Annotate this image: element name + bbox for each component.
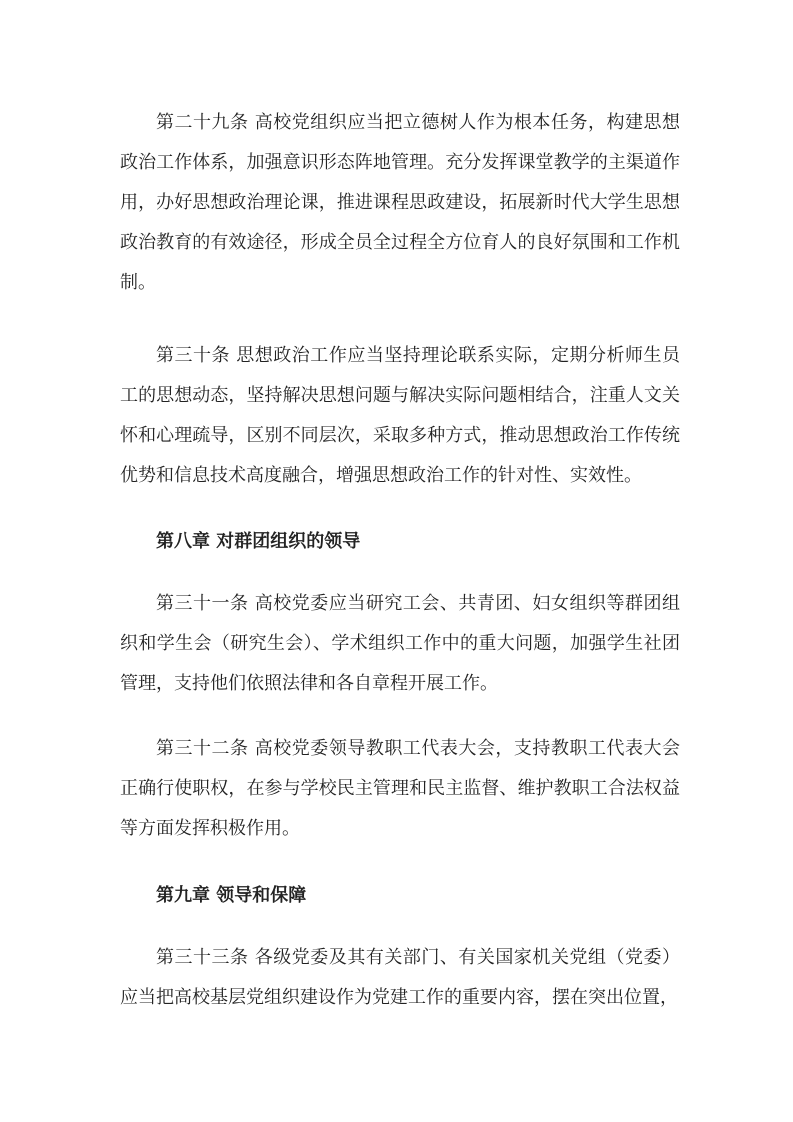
article-32-paragraph: 第三十二条 高校党委领导教职工代表大会，支持教职工代表大会正确行使职权，在参与学校民主管理和民主监督、维护教职工合法权益等方面发挥积极作用。 xyxy=(120,738,680,839)
article-29-paragraph: 第二十九条 高校党组织应当把立德树人作为根本任务，构建思想政治工作体系，加强意识形态阵地管理。充分发挥课堂教学的主渠道作用，办好思想政治理论课，推进课程思政建设，拓展新时代大学生思想政治教育的有效途径，形成全员全过程全方位育人的良好氛围和工作机制。 xyxy=(120,112,680,293)
chapter-8-heading: 第八章 对群团组织的领导 xyxy=(156,531,361,552)
article-31-paragraph: 第三十一条 高校党委应当研究工会、共青团、妇女组织等群团组织和学生会（研究生会）、学术组织工作中的重大问题，加强学生社团管理，支持他们依照法律和各自章程开展工作。 xyxy=(120,593,680,694)
chapter-9-heading: 第九章 领导和保障 xyxy=(156,885,307,906)
article-30-paragraph: 第三十条 思想政治工作应当坚持理论联系实际，定期分析师生员工的思想动态，坚持解决思想问题与解决实际问题相结合，注重人文关怀和心理疏导，区别不同层次，采取多种方式，推动思想政治工作传统优势和信息技术高度融合，增强思想政治工作的针对性、实效性。 xyxy=(120,345,680,486)
article-33-paragraph: 第三十三条 各级党委及其有关部门、有关国家机关党组（党委）应当把高校基层党组织建设作为党建工作的重要内容，摆在突出位置， xyxy=(120,947,680,1008)
